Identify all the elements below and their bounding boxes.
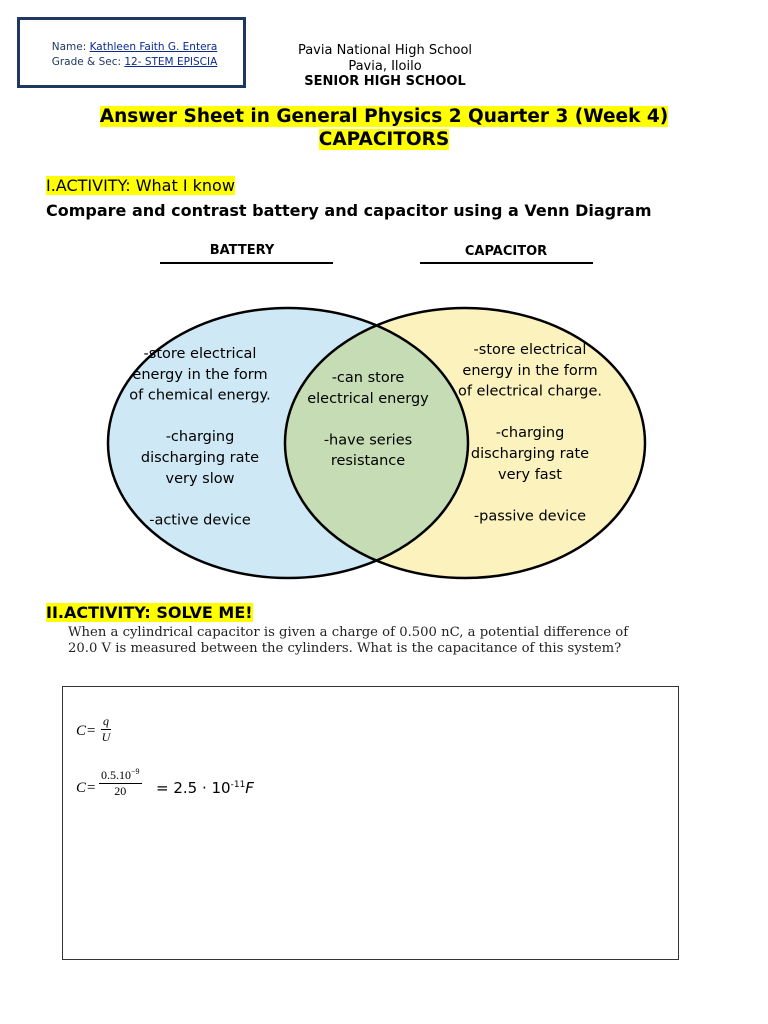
venn-left-title: BATTERY	[209, 243, 275, 258]
venn-right-title: CAPACITOR	[464, 244, 548, 259]
school-name: Pavia National High School	[297, 43, 473, 58]
eq1-lhs: C=	[76, 723, 97, 739]
venn-right-text-line: of electrical charge.	[457, 383, 603, 400]
eq1-fraction	[101, 714, 111, 745]
venn-right-text-line: -charging	[495, 425, 565, 442]
eq2-denominator: 20	[114, 784, 127, 798]
activity2-heading: II.ACTIVITY: SOLVE ME!	[46, 603, 253, 622]
grade-label: Grade & Sec:	[51, 56, 122, 68]
venn-right-text-line: -store electrical	[473, 342, 587, 358]
venn-left-text-line: -active device	[149, 512, 251, 529]
school-level: SENIOR HIGH SCHOOL	[304, 74, 466, 89]
venn-middle-text-line: -can store	[331, 370, 405, 386]
name-value: Kathleen Faith G. Entera	[89, 41, 218, 53]
name-line	[20, 41, 249, 53]
title-line-2	[0, 129, 768, 150]
school-location: Pavia, Iloilo	[348, 59, 422, 74]
problem-line-2: 20.0 V is measured between the cylinders. What is the capacitance of this system?	[68, 641, 622, 656]
grade-value: 12- STEM EPISCIA	[124, 56, 218, 68]
student-info-box	[17, 17, 246, 88]
venn-middle-text-line: resistance	[330, 453, 406, 470]
grade-line	[20, 56, 249, 68]
eq2-result: = $2.5 \cdot 10^{-11}F$	[156, 779, 254, 797]
venn-left-text-line: energy in the form	[132, 366, 268, 383]
eq1-denominator: U	[101, 730, 111, 744]
venn-right-text-line: energy in the form	[462, 362, 598, 379]
venn-diagram	[0, 230, 768, 600]
activity1-heading: I.ACTIVITY: What I know	[46, 176, 235, 195]
venn-right-text-line: -passive device	[473, 508, 587, 525]
title-line-1	[0, 106, 768, 127]
problem-line-1: When a cylindrical capacitor is given a charge of 0.500 nC, a potential difference of	[68, 625, 629, 640]
name-label: Name:	[51, 41, 87, 53]
eq2-lhs: C=	[76, 780, 97, 796]
venn-left-text-line: -charging	[165, 429, 235, 446]
activity1-instruction: Compare and contrast battery and capacitor using a Venn Diagram	[46, 201, 652, 220]
eq2-numerator: $0.5.10^{-9}$	[101, 767, 140, 782]
venn-middle-text-line: electrical energy	[307, 390, 429, 407]
venn-left-text-line: of chemical energy.	[129, 387, 271, 404]
title-text-2: CAPACITORS	[318, 129, 450, 150]
venn-left-text-line: very slow	[165, 470, 235, 487]
venn-left-text-line: -store electrical	[143, 346, 257, 362]
eq1-numerator: q	[103, 714, 109, 728]
venn-right-text-line: discharging rate	[470, 446, 590, 462]
venn-middle-text-line: -have series	[323, 432, 413, 449]
title-text-1: Answer Sheet in General Physics 2 Quarter 3 (Week 4)	[99, 106, 669, 127]
venn-left-text-line: discharging rate	[140, 450, 260, 466]
problem-statement	[68, 625, 718, 657]
venn-right-text-line: very fast	[498, 466, 562, 483]
answer-box	[62, 686, 679, 960]
eq2-fraction	[99, 767, 142, 799]
